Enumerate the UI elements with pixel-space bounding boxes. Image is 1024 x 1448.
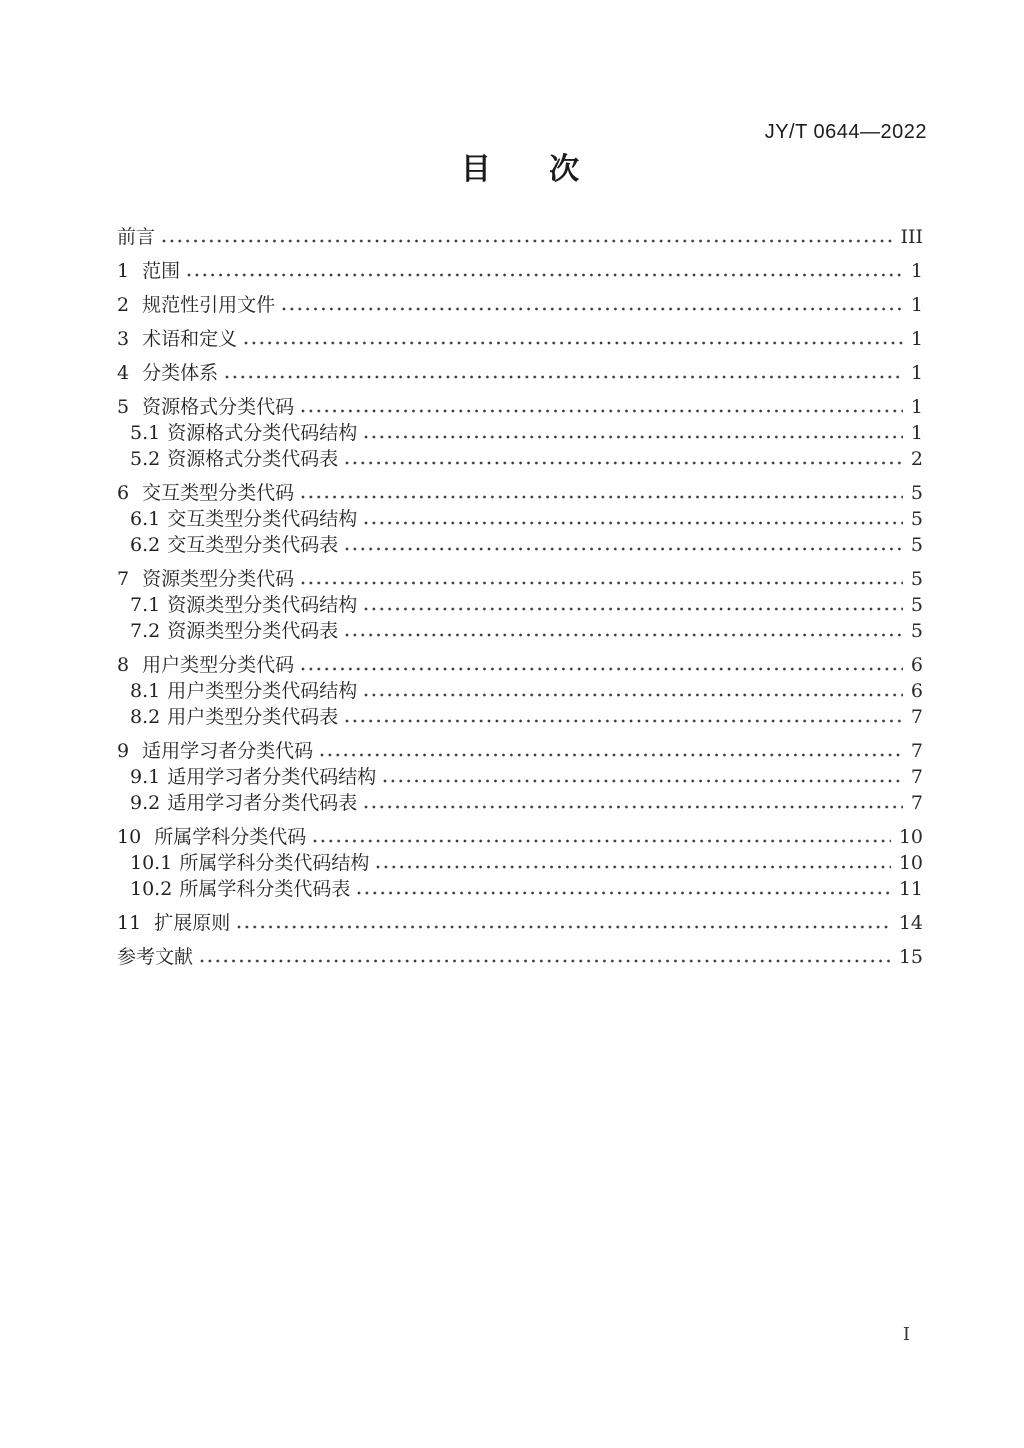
toc-entry-title: 前言 [117,226,156,248]
toc-entry-title: 资源格式分类代码 [142,396,295,418]
dot-leader [162,239,892,243]
toc-entry [117,420,923,446]
toc-entry [117,258,923,284]
page-footer [0,1326,1024,1344]
toc-entry [117,506,923,532]
toc-entry-number: 6.2 [130,534,161,556]
toc-entry-page: 1 [910,396,923,418]
toc-entry-page: 5 [910,620,923,642]
toc-entry-number: 5 [117,396,130,418]
dot-leader [301,667,903,671]
page-title: 目 次 [460,153,580,186]
toc-entry [117,292,923,318]
toc-entry [117,652,923,678]
toc-entry-title: 参考文献 [117,946,194,968]
footer-page-number: I [902,1324,910,1345]
toc-list [117,224,923,970]
toc-entry-page: 14 [898,912,923,934]
dot-leader [282,307,903,311]
dot-leader [301,495,903,499]
toc-entry [117,824,923,850]
dot-leader [313,839,891,843]
dot-leader [345,719,903,723]
toc-entry-page: 2 [910,448,923,470]
dot-leader [364,435,903,439]
dot-leader [200,959,891,963]
toc-entry-title: 交互类型分类代码结构 [167,508,358,530]
toc-entry-page: 1 [910,362,923,384]
toc-entry [117,224,923,250]
toc-entry-title: 所属学科分类代码 [154,826,307,848]
toc-entry [117,480,923,506]
dot-leader [376,865,890,869]
toc-entry-number: 4 [117,362,130,384]
toc-entry [117,944,923,970]
toc-entry [117,738,923,764]
toc-entry [117,326,923,352]
toc-entry-page: 1 [910,260,923,282]
toc-entry-page: 1 [910,422,923,444]
dot-leader [345,461,903,465]
toc-entry-number: 10 [117,826,142,848]
dot-leader [301,581,903,585]
toc-entry [117,876,923,902]
dot-leader [237,925,891,929]
toc-entry-title: 资源类型分类代码 [142,568,295,590]
toc-entry [117,704,923,730]
toc-entry-page: 15 [898,946,923,968]
dot-leader [187,273,903,277]
toc-entry [117,850,923,876]
toc-entry-page: 7 [910,740,923,762]
toc-entry-title: 资源类型分类代码结构 [167,594,358,616]
toc-entry-number: 6.1 [130,508,161,530]
toc-entry [117,618,923,644]
dot-leader [364,521,903,525]
toc-entry-page: 5 [910,534,923,556]
dot-leader [364,693,903,697]
toc-entry-page: 7 [910,706,923,728]
dot-leader [225,375,903,379]
toc-entry-page: 7 [910,766,923,788]
toc-entry-title: 资源类型分类代码表 [167,620,339,642]
toc-entry-number: 1 [117,260,130,282]
toc-entry-page: 1 [910,294,923,316]
toc-entry-number: 7.1 [130,594,161,616]
toc-entry-page: 7 [910,792,923,814]
toc-entry-title: 规范性引用文件 [142,294,276,316]
toc-entry-page: III [900,226,923,248]
toc-entry-page: 6 [910,654,923,676]
toc-entry-title: 适用学习者分类代码 [142,740,314,762]
toc-entry-number: 9 [117,740,130,762]
toc-entry-number: 11 [117,912,142,934]
toc-entry [117,532,923,558]
standard-code: JY/T 0644—2022 [764,121,927,143]
toc-entry-title: 资源格式分类代码结构 [167,422,358,444]
toc-entry-number: 8.2 [130,706,161,728]
toc-entry-number: 5.1 [130,422,161,444]
toc-entry-title: 用户类型分类代码表 [167,706,339,728]
toc-entry-title: 用户类型分类代码 [142,654,295,676]
toc-entry [117,910,923,936]
toc-entry [117,446,923,472]
toc-entry-title: 适用学习者分类代码结构 [167,766,377,788]
toc-entry-number: 8 [117,654,130,676]
toc-entry-page: 5 [910,568,923,590]
toc-entry-number: 10.2 [130,878,173,900]
toc-entry-page: 5 [910,594,923,616]
toc-entry [117,566,923,592]
toc-entry-title: 所属学科分类代码表 [179,878,351,900]
dot-leader [244,341,903,345]
toc-entry [117,394,923,420]
toc-entry-page: 10 [898,826,923,848]
toc-entry-number: 9.2 [130,792,161,814]
toc-entry-number: 2 [117,294,130,316]
toc-entry-number: 8.1 [130,680,161,702]
toc-entry [117,764,923,790]
toc-entry-page: 5 [910,508,923,530]
toc-entry-page: 1 [910,328,923,350]
toc-entry [117,592,923,618]
toc-entry-page: 11 [898,878,923,900]
toc-entry-page: 10 [898,852,923,874]
toc-entry-number: 7 [117,568,130,590]
toc-entry-title: 范围 [142,260,181,282]
toc-entry-title: 适用学习者分类代码表 [167,792,358,814]
toc-entry-title: 资源格式分类代码表 [167,448,339,470]
dot-leader [301,409,903,413]
toc-entry-number: 9.1 [130,766,161,788]
dot-leader [345,633,903,637]
toc-entry-page: 5 [910,482,923,504]
toc-entry [117,360,923,386]
dot-leader [345,547,903,551]
toc-entry-title: 所属学科分类代码结构 [179,852,370,874]
toc-entry [117,678,923,704]
toc-entry-number: 5.2 [130,448,161,470]
toc-entry-title: 术语和定义 [142,328,238,350]
toc-entry-number: 10.1 [130,852,173,874]
dot-leader [383,779,903,783]
dot-leader [320,753,903,757]
dot-leader [364,607,903,611]
toc-entry-title: 交互类型分类代码表 [167,534,339,556]
toc-entry-title: 分类体系 [142,362,219,384]
toc-entry-number: 3 [117,328,130,350]
toc-entry-title: 交互类型分类代码 [142,482,295,504]
toc-entry-title: 用户类型分类代码结构 [167,680,358,702]
toc-entry-page: 6 [910,680,923,702]
toc-entry-number: 6 [117,482,130,504]
toc-entry [117,790,923,816]
dot-leader [364,805,903,809]
page-header [765,122,927,142]
dot-leader [357,891,890,895]
toc-entry-number: 7.2 [130,620,161,642]
toc-entry-title: 扩展原则 [154,912,231,934]
